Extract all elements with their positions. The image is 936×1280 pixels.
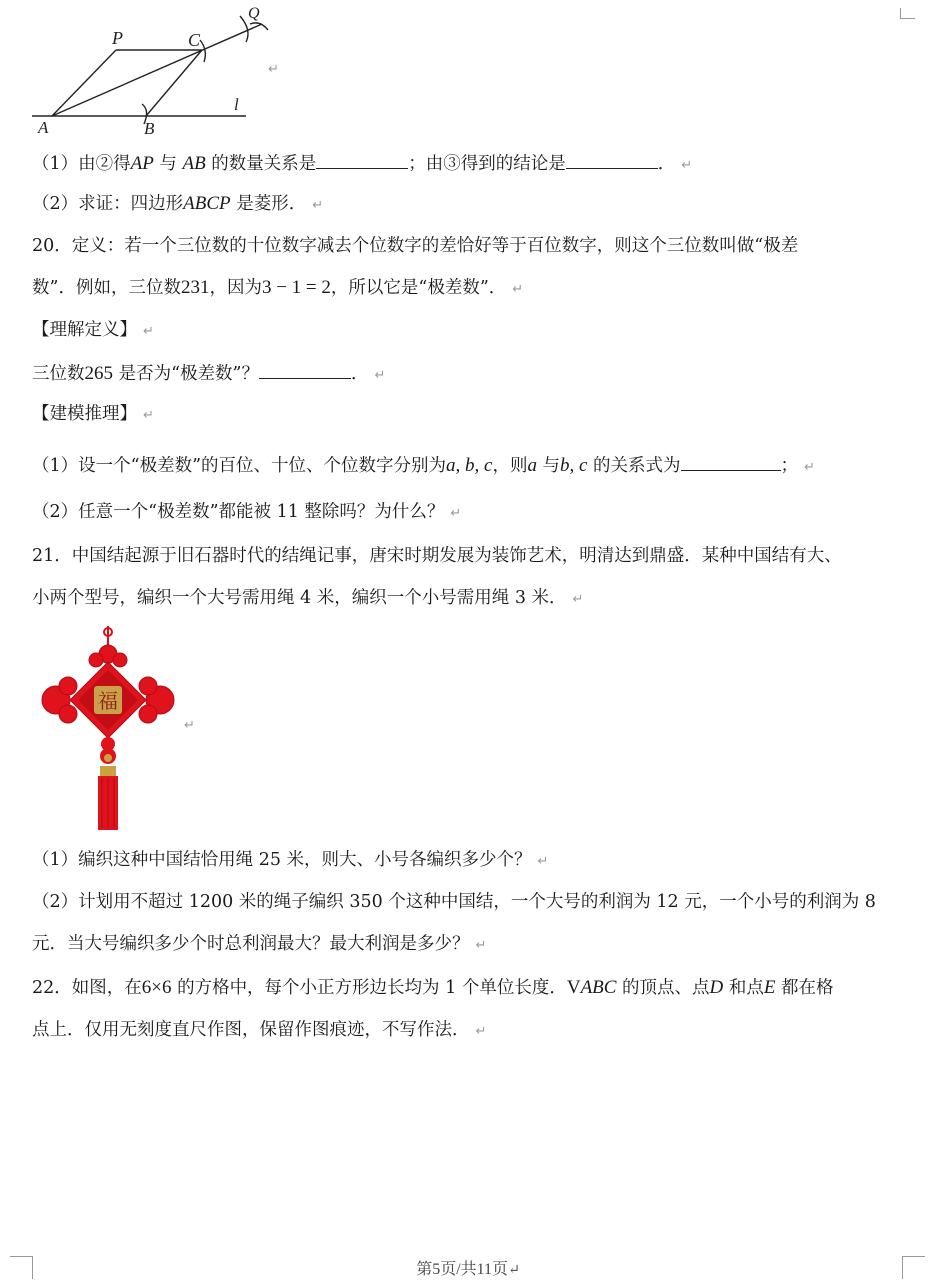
q22-line2: 点上．仅用无刻度直尺作图，保留作图痕迹，不写作法． ↵ (32, 1020, 487, 1040)
q20-heading-understand: 【理解定义】 ↵ (32, 320, 154, 340)
segment-CB (146, 50, 202, 116)
corner-mark-top-right (900, 8, 915, 19)
q20-line1: 20．定义：若一个三位数的十位数字减去个位数字的差恰好等于百位数字，则这个三位数叫做“极差 (32, 236, 799, 256)
q20-line3: 三位数265 是否为“极差数”？ ． ↵ (32, 360, 385, 388)
q19-part1: （1）由②得AP 与 AB 的数量关系是 ；由③得到的结论是 ． ↵ (32, 150, 692, 178)
answer-blank (566, 150, 658, 169)
q21-part1: （1）编织这种中国结恰用绳 25 米，则大、小号各编织多少个？ ↵ (32, 850, 549, 870)
q21-line1: 21．中国结起源于旧石器时代的结绳记事，唐宋时期发展为装饰艺术，明清达到鼎盛．某种中国结有大、 (32, 546, 842, 566)
q21-part2-line1: （2）计划用不超过 1200 米的绳子编织 350 个这种中国结，一个大号的利润为 12 元，一个小号的利润为 8 (32, 892, 876, 912)
answer-blank (681, 452, 781, 471)
answer-blank (259, 360, 351, 379)
q22-line1: 22．如图，在6×6 的方格中，每个小正方形边长均为 1 个单位长度．VABC 的顶点、点D 和点E 都在格 (32, 977, 834, 998)
label-C: C (188, 30, 201, 50)
segment-AP (52, 50, 116, 116)
label-P: P (112, 28, 123, 48)
arc-mark-q1 (240, 16, 248, 42)
label-l: l (234, 95, 239, 114)
label-Q: Q (248, 5, 260, 22)
chinese-knot-image (38, 626, 178, 832)
q20-part2: （2）任意一个“极差数”都能被 11 整除吗？为什么？ ↵ (32, 502, 462, 522)
label-A: A (38, 118, 49, 137)
q20-part1: （1）设一个“极差数”的百位、十位、个位数字分别为a, b, c，则a 与b, c 的关系式为 ； ↵ (32, 452, 815, 480)
page-footer: 第5页/共11页↵ (416, 1261, 520, 1278)
q20-line2: 数”．例如，三位数231，因为3 − 1 = 2，所以它是“极差数”． ↵ (32, 277, 524, 298)
knot-character: 福 (98, 689, 118, 713)
q21-line2: 小两个型号，编织一个大号需用绳 4 米，编织一个小号需用绳 3 米． ↵ (32, 588, 584, 608)
arc-mark-q2 (250, 23, 268, 30)
q19-part2: （2）求证：四边形ABCP 是菱形． ↵ (32, 193, 324, 214)
answer-blank (316, 150, 408, 169)
q21-part2-line2: 元．当大号编织多少个时总利润最大？最大利润是多少？ ↵ (32, 934, 487, 954)
return-mark: ↵ (268, 62, 279, 77)
label-B: B (144, 119, 155, 138)
q20-heading-model: 【建模推理】 ↵ (32, 404, 154, 424)
